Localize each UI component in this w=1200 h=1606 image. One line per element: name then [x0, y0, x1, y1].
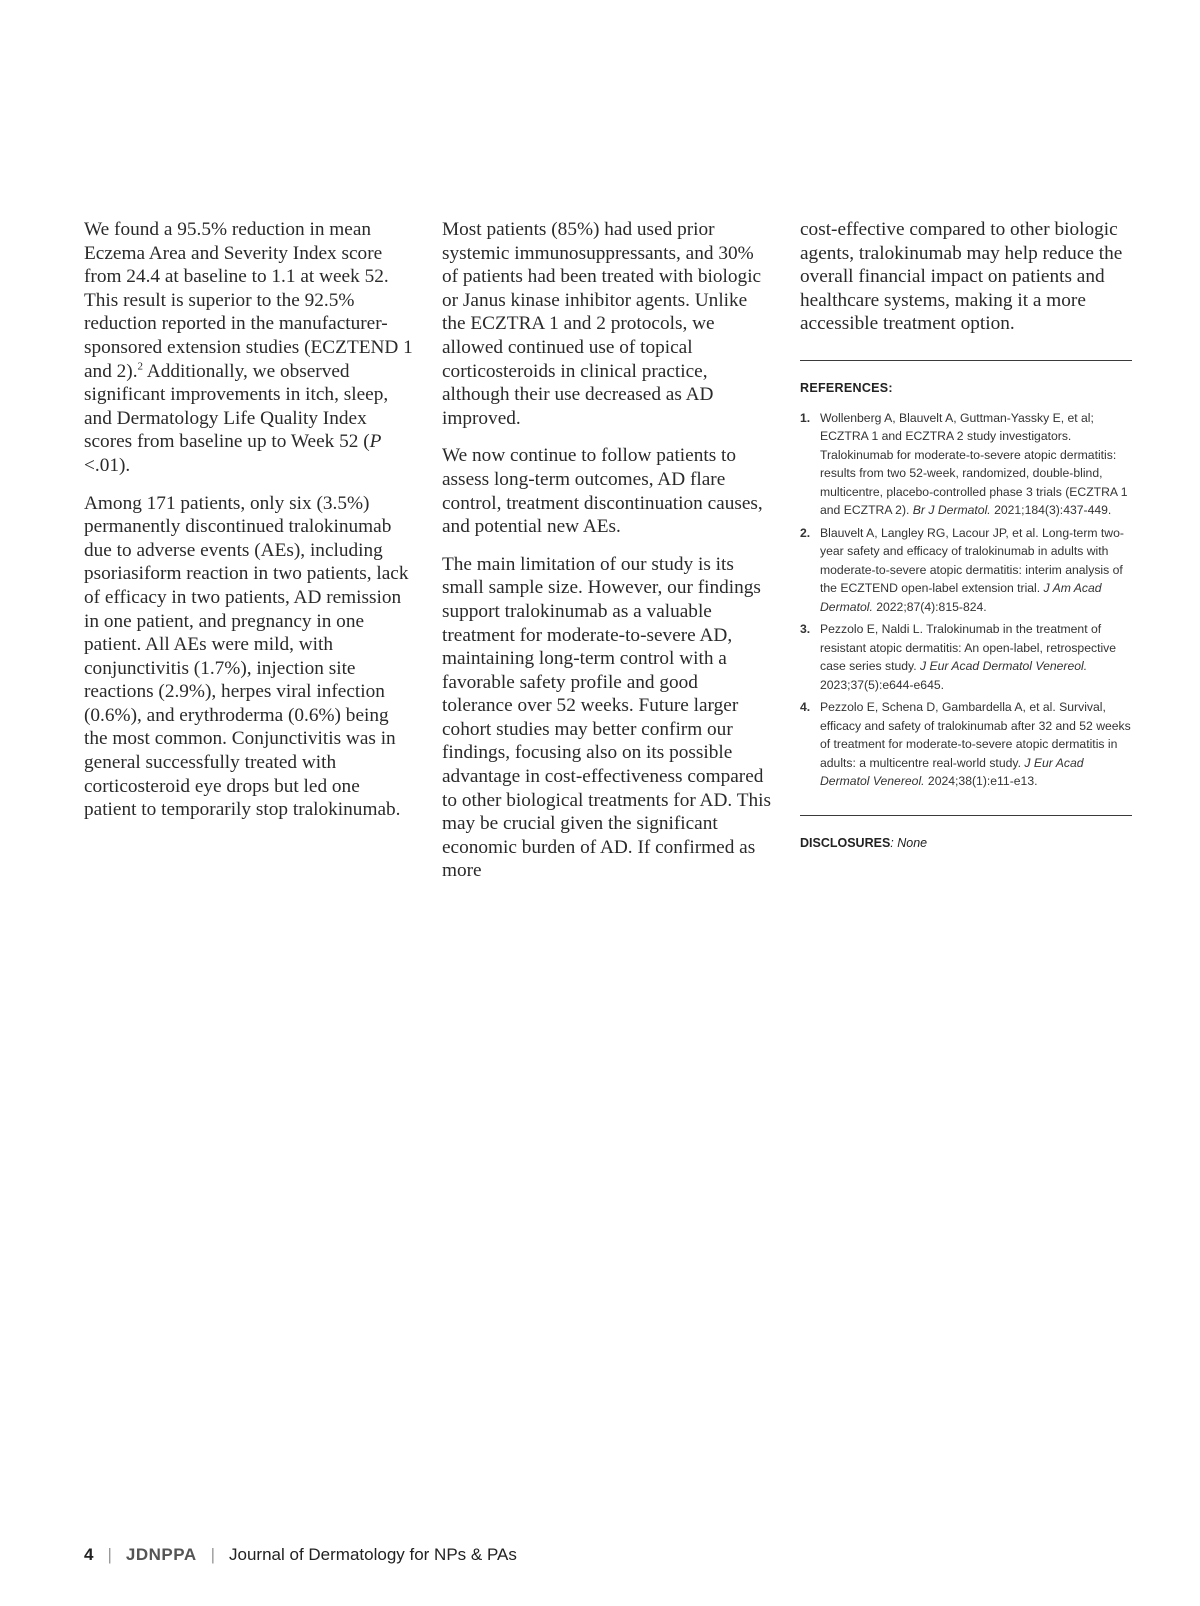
- disclosures: DISCLOSURES: None: [800, 835, 928, 850]
- reference-item: 2. Blauvelt A, Langley RG, Lacour JP, et al. Long-term two-year safety and efficacy of tralokinumab in adults with moderate-to-severe atopic dermatitis: interim analysis of the ECZTEND open-label extension trial. J Am Acad Dermatol. 2022;87(4):815-824.: [800, 525, 1124, 614]
- separator: |: [107, 1545, 112, 1564]
- page-number: 4: [84, 1545, 94, 1564]
- references-heading: REFERENCES:: [800, 380, 893, 395]
- column-3: [800, 218, 1136, 855]
- divider: [800, 815, 1132, 816]
- divider: [800, 360, 1132, 361]
- journal-abbreviation: JDNPPA: [125, 1545, 197, 1564]
- journal-title: Journal of Dermatology for NPs & PAs: [229, 1545, 517, 1564]
- reference-item: 1. Wollenberg A, Blauvelt A, Guttman-Yassky E, et al; ECZTRA 1 and ECZTRA 2 study investigators. Tralokinumab for moderate-to-severe atopic dermatitis: results from two 52-week, randomized, double-blind, multicentre, placebo-controlled phase 3 trials (ECZTRA 1 and ECZTRA 2). Br J Dermatol. 2021;184(3):437-449.: [800, 410, 1128, 518]
- paragraph: We found a 95.5% reduction in mean Eczema Area and Severity Index score from 24.4 at baseline to 1.1 at week 52. This result is superior to the 92.5% reduction reported in the manufacturer-sponsored extension studies (ECZTEND 1 and 2).$^2$ Additionally, we observed significant improvements in itch, sleep, and Dermatology Life Quality Index scores from baseline up to Week 52 (P <.01).: [84, 219, 413, 476]
- paragraph: Among 171 patients, only six (3.5%) permanently discontinued tralokinumab due to adverse events (AEs), including psoriasiform reaction in two patients, lack of efficacy in two patients, AD remission in one patient, and pregnancy in one patient. All AEs were mild, with conjunctivitis (1.7%), injection site reactions (2.9%), herpes viral infection (0.6%), and erythroderma (0.6%) being the most common. Conjunctivitis was in general successfully treated with corticosteroid eye drops but led one patient to temporarily stop tralokinumab.: [84, 492, 409, 821]
- citation-superscript: 2: [137, 360, 144, 373]
- reference-item: 4. Pezzolo E, Schena D, Gambardella A, et al. Survival, efficacy and safety of tralokinumab after 32 and 52 weeks of treatment for moderate-to-severe atopic dermatitis in adults: a multicentre real-world study. J Eur Acad Dermatol Venereol. 2024;38(1):e11-e13.: [800, 700, 1131, 789]
- column-1: [84, 218, 414, 836]
- paragraph: Most patients (85%) had used prior systemic immunosuppressants, and 30% of patients had been treated with biologic or Janus kinase inhibitor agents. Unlike the ECZTRA 1 and 2 protocols, we allowed continued use of topical corticosteroids in clinical practice, although their use decreased as AD improved.: [442, 219, 762, 429]
- reference-list: [800, 409, 1136, 791]
- separator: |: [210, 1545, 216, 1564]
- paragraph: The main limitation of our study is its small sample size. However, our findings support tralokinumab as a valuable treatment for moderate-to-severe AD, maintaining long-term control with a favorable safety profile and good tolerance over 52 weeks. Future larger cohort studies may better confirm our findings, focusing also on its possible advantage in cost-effectiveness compared to other biological treatments for AD. This may be crucial given the significant economic burden of AD. If confirmed as more: [442, 553, 771, 882]
- page-footer: [84, 1545, 517, 1565]
- paragraph: We now continue to follow patients to assess long-term outcomes, AD flare control, treatment discontinuation causes, and potential new AEs.: [442, 445, 763, 538]
- column-2: [442, 218, 772, 897]
- paragraph: cost-effective compared to other biologic agents, tralokinumab may help reduce the overall financial impact on patients and healthcare systems, making it a more accessible treatment option.: [800, 219, 1123, 335]
- reference-item: 3. Pezzolo E, Naldi L. Tralokinumab in the treatment of resistant atopic dermatitis: An open-label, retrospective case series study. J Eur Acad Dermatol Venereol. 2023;37(5):e644-e645.: [800, 622, 1117, 692]
